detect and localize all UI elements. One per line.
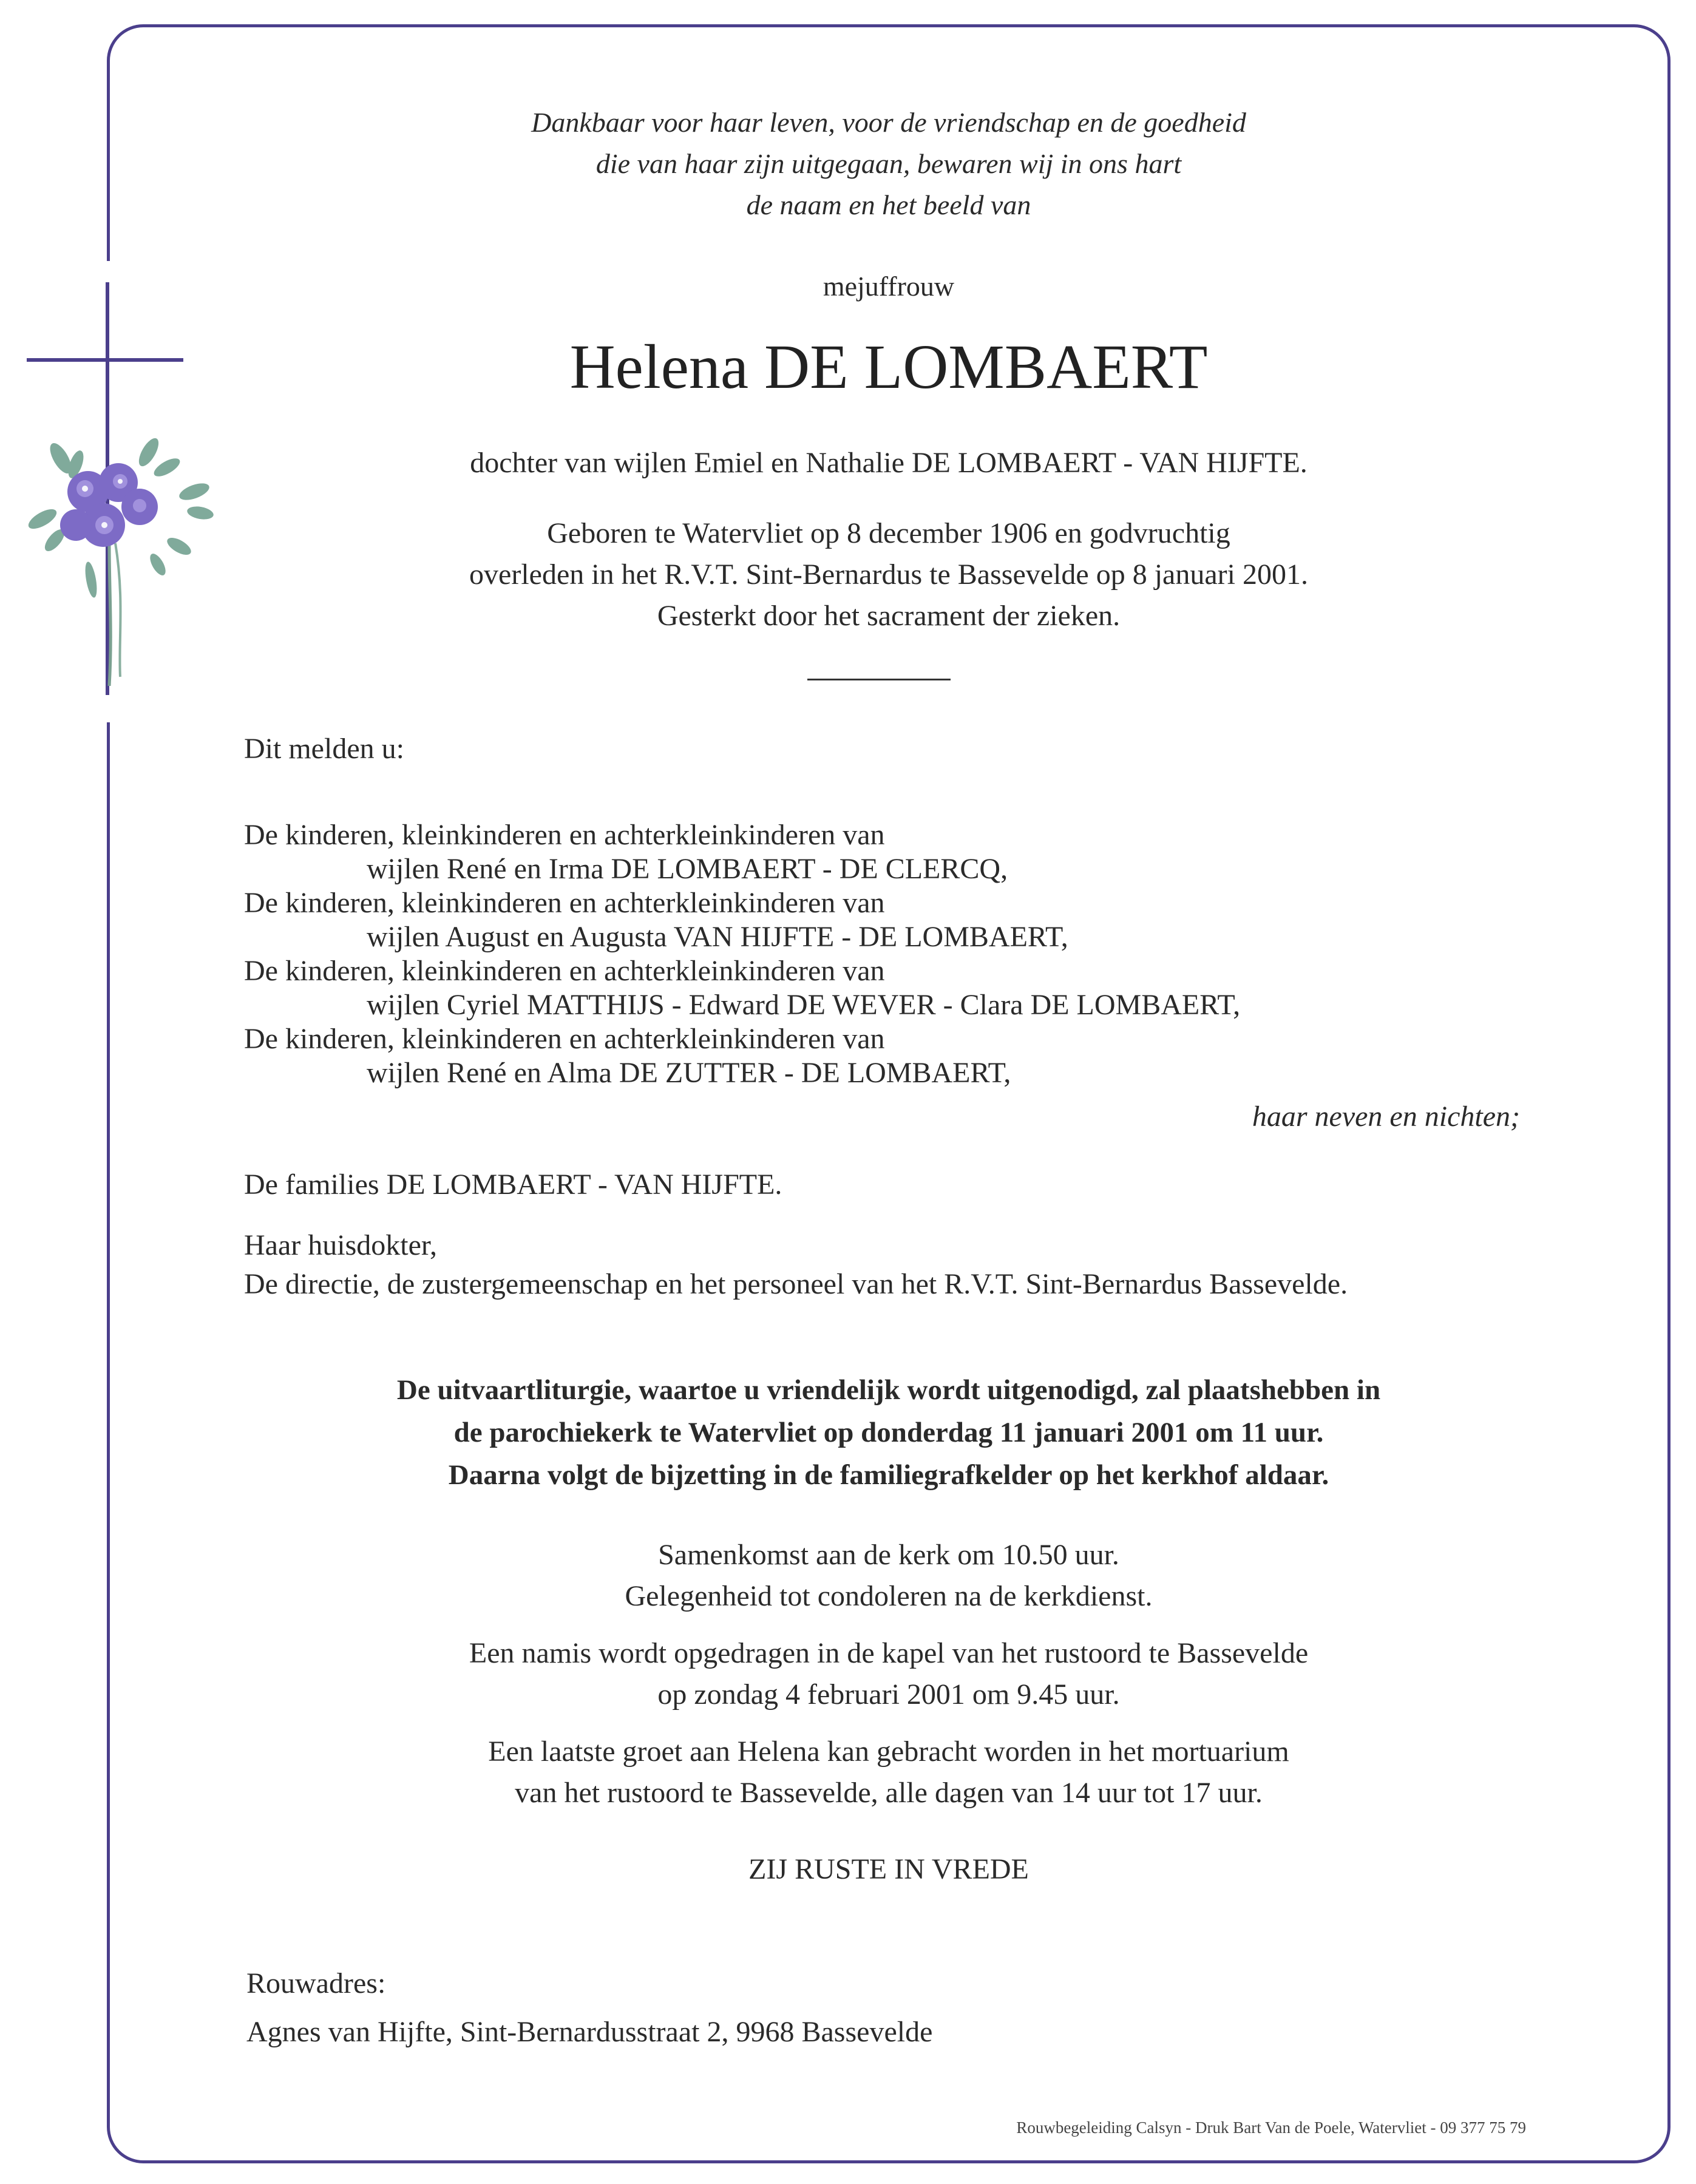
printer-footer: Rouwbegeleiding Calsyn - Druk Bart Van de Poele, Watervliet - 09 377 75 79 bbox=[1016, 2118, 1526, 2137]
mass-line: Een namis wordt opgedragen in de kapel van het rustoord te Bassevelde bbox=[469, 1637, 1309, 1669]
relatives-label: haar neven en nichten; bbox=[1252, 1100, 1520, 1133]
relatives-line: De kinderen, kleinkinderen en achterkleinkinderen van bbox=[244, 819, 885, 851]
funeral-line: Daarna volgt de bijzetting in de familiegrafkelder op het kerkhof aldaar. bbox=[448, 1459, 1329, 1491]
funeral-text bbox=[107, 1369, 1671, 1496]
address-label: Rouwadres: bbox=[246, 1967, 386, 1999]
relatives-line: De kinderen, kleinkinderen en achterkleinkinderen van bbox=[244, 887, 885, 919]
farewell-line: van het rustoord te Bassevelde, alle dagen van 14 uur tot 17 uur. bbox=[515, 1777, 1263, 1809]
relatives-list bbox=[244, 818, 1240, 1090]
funeral-line: De uitvaartliturgie, waartoe u vriendelijk wordt uitgenodigd, zal plaatshebben in bbox=[396, 1374, 1381, 1406]
gathering-line: Gelegenheid tot condoleren na de kerkdienst. bbox=[625, 1580, 1153, 1612]
others-line: De directie, de zustergemeenschap en het personeel van het R.V.T. Sint-Bernardus Bassevelde. bbox=[244, 1268, 1348, 1300]
farewell-line: Een laatste groet aan Helena kan gebracht worden in het mortuarium bbox=[488, 1735, 1289, 1768]
intro-line: die van haar zijn uitgegaan, bewaren wij in ons hart bbox=[595, 148, 1182, 179]
announce-intro: Dit melden u: bbox=[244, 733, 404, 765]
address-block bbox=[246, 1959, 932, 2057]
birth-death-line: Gesterkt door het sacrament der zieken. bbox=[657, 600, 1121, 632]
intro-line: Dankbaar voor haar leven, voor de vriendschap en de goedheid bbox=[531, 107, 1246, 138]
birth-death-text bbox=[107, 513, 1671, 637]
relatives-line: wijlen August en Augusta VAN HIJFTE - DE LOMBAERT, bbox=[367, 921, 1068, 953]
gathering-line: Samenkomst aan de kerk om 10.50 uur. bbox=[658, 1539, 1119, 1571]
mass-line: op zondag 4 februari 2001 om 9.45 uur. bbox=[657, 1678, 1120, 1711]
intro-text bbox=[107, 102, 1671, 226]
relatives-line: wijlen Cyriel MATTHIJS - Edward DE WEVER - Clara DE LOMBAERT, bbox=[367, 989, 1241, 1021]
funeral-line: de parochiekerk te Watervliet op donderdag 11 januari 2001 om 11 uur. bbox=[453, 1417, 1324, 1448]
families-text: De families DE LOMBAERT - VAN HIJFTE. bbox=[244, 1168, 782, 1201]
divider-line bbox=[807, 679, 951, 680]
relatives-line: De kinderen, kleinkinderen en achterkleinkinderen van bbox=[244, 1023, 885, 1055]
address-line: Agnes van Hijfte, Sint-Bernardusstraat 2, 9968 Bassevelde bbox=[246, 2016, 933, 2048]
farewell-text bbox=[107, 1731, 1671, 1814]
rest-in-peace: ZIJ RUSTE IN VREDE bbox=[748, 1853, 1029, 1885]
relatives-line: wijlen René en Irma DE LOMBAERT - DE CLERCQ, bbox=[367, 853, 1008, 885]
relatives-line: De kinderen, kleinkinderen en achterkleinkinderen van bbox=[244, 955, 885, 987]
birth-death-line: overleden in het R.V.T. Sint-Bernardus te Bassevelde op 8 januari 2001. bbox=[469, 558, 1308, 591]
relatives-line: wijlen René en Alma DE ZUTTER - DE LOMBAERT, bbox=[367, 1057, 1011, 1089]
intro-line: de naam en het beeld van bbox=[746, 189, 1031, 220]
deceased-name: Helena DE LOMBAERT bbox=[569, 332, 1208, 402]
others-line: Haar huisdokter, bbox=[244, 1229, 437, 1261]
mass-text bbox=[107, 1633, 1671, 1715]
birth-death-line: Geboren te Watervliet op 8 december 1906 en godvruchtig bbox=[547, 517, 1230, 549]
title-prefix: mejuffrouw bbox=[823, 271, 955, 302]
parents-text: dochter van wijlen Emiel en Nathalie DE LOMBAERT - VAN HIJFTE. bbox=[470, 447, 1308, 479]
others-text bbox=[244, 1226, 1348, 1304]
gathering-text bbox=[107, 1535, 1671, 1617]
